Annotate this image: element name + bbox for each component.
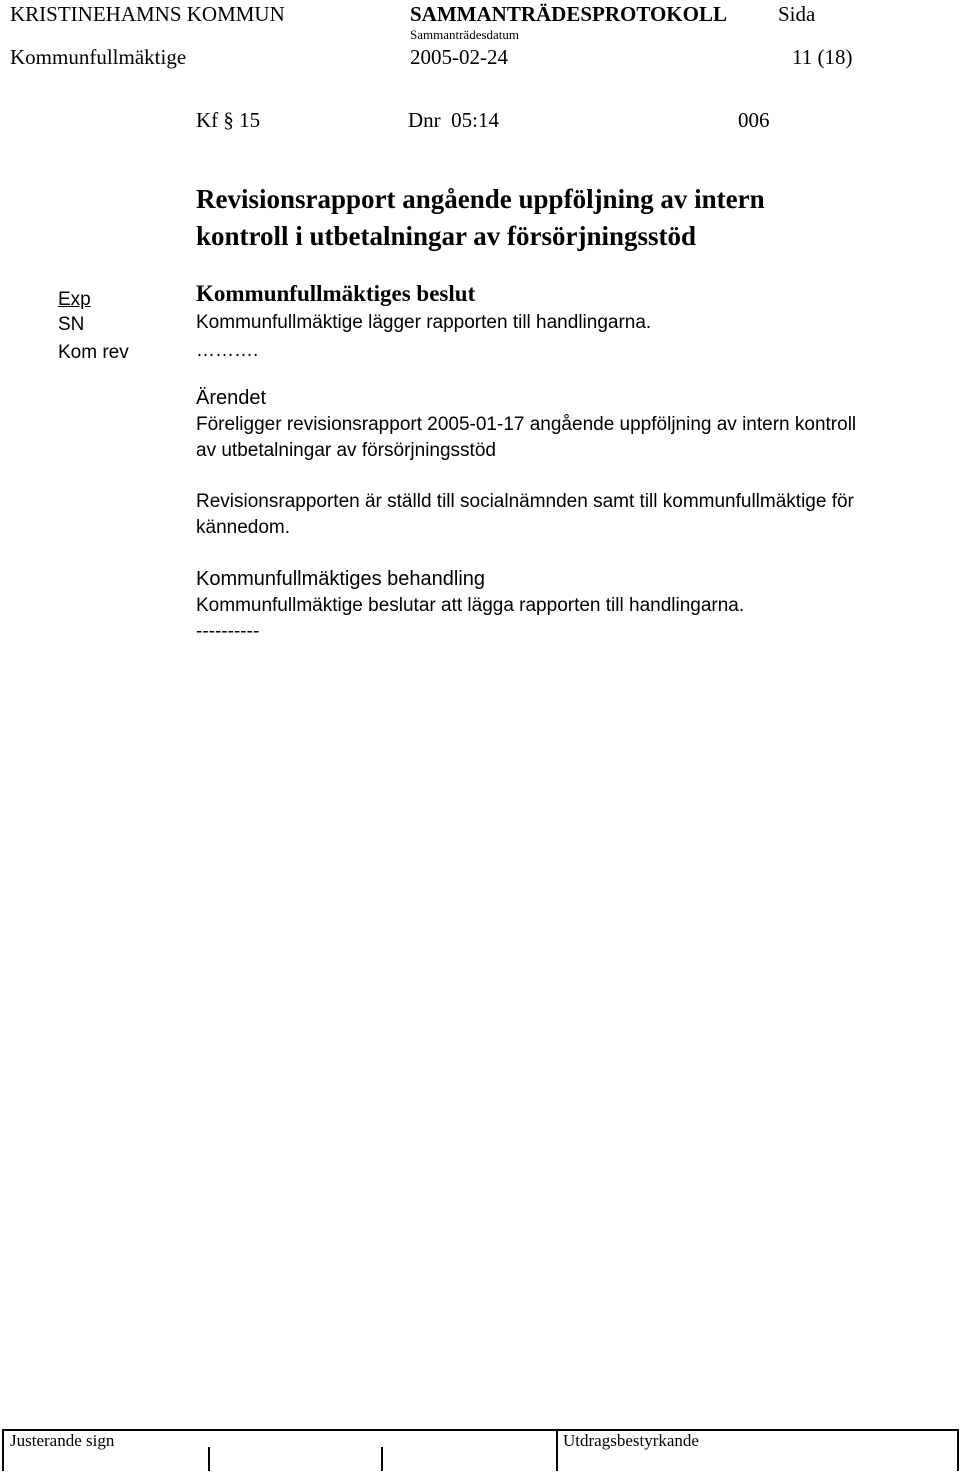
footer-signature-label: Justerande sign (10, 1431, 115, 1450)
matter-heading: Ärendet (196, 387, 267, 409)
section-number: Kf § 15 (196, 108, 261, 132)
decision-text: Kommunfullmäktige lägger rapporten till handlingarna. (196, 312, 652, 333)
organization-name: KRISTINEHAMNS KOMMUN (10, 2, 285, 26)
decision-dots: ………. (196, 340, 259, 361)
footer-border-right (957, 1431, 959, 1471)
footer-rule (2, 1429, 959, 1431)
registry-number: Dnr 05:14 (408, 108, 499, 132)
governing-body: Kommunfullmäktige (10, 45, 187, 69)
footer-divider (556, 1431, 558, 1471)
matter-para-2-line-1: Revisionsrapporten är ställd till socialnämnden samt till kommunfullmäktige för (196, 491, 854, 512)
matter-para-1-line-1: Föreligger revisionsrapport 2005-01-17 angående uppföljning av intern kontroll (196, 414, 857, 435)
page-title-line-1: Revisionsrapport angående uppföljning av intern (196, 184, 765, 214)
end-mark: ---------- (196, 621, 260, 642)
proceedings-text: Kommunfullmäktige beslutar att lägga rapporten till handlingarna. (196, 595, 745, 616)
decision-heading: Kommunfullmäktiges beslut (196, 281, 476, 306)
signature-box-divider-1 (208, 1447, 210, 1471)
footer-certification-label: Utdragsbestyrkande (563, 1431, 699, 1450)
archive-code: 006 (738, 108, 770, 132)
distribution-item-kom-rev: Kom rev (58, 342, 129, 363)
page-number: 11 (18) (792, 45, 853, 69)
signature-box-divider-2 (381, 1447, 383, 1471)
meeting-date: 2005-02-24 (410, 45, 508, 69)
distribution-item-sn: SN (58, 314, 85, 335)
proceedings-heading: Kommunfullmäktiges behandling (196, 568, 486, 590)
page-title-line-2: kontroll i utbetalningar av försörjningsstöd (196, 221, 697, 251)
matter-para-1-line-2: av utbetalningar av försörjningsstöd (196, 440, 496, 461)
date-label: Sammanträdesdatum (410, 27, 520, 42)
document-type: SAMMANTRÄDESPROTOKOLL (410, 2, 727, 26)
page-label: Sida (778, 2, 816, 26)
footer-border-left (2, 1431, 4, 1471)
distribution-exp: Exp (58, 289, 91, 310)
matter-para-2-line-2: kännedom. (196, 517, 291, 538)
